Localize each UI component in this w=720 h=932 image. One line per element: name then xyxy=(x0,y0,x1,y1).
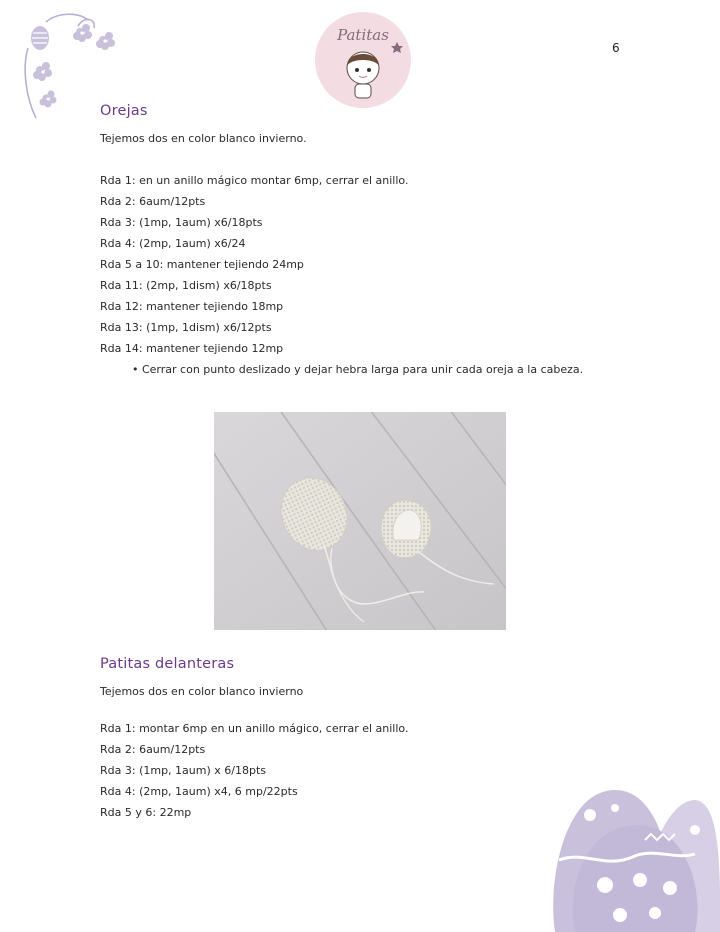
round-line: Rda 14: mantener tejiendo 12mp xyxy=(100,342,284,355)
round-line: Rda 4: (2mp, 1aum) x4, 6 mp/22pts xyxy=(100,785,298,798)
section-title-patitas-delanteras: Patitas delanteras xyxy=(100,656,235,672)
easter-eggs-decoration xyxy=(545,770,720,932)
round-line: Rda 12: mantener tejiendo 18mp xyxy=(100,300,284,313)
page-number: 6 xyxy=(612,41,620,55)
round-line: Rda 3: (1mp, 1aum) x6/18pts xyxy=(100,216,263,229)
round-line: Rda 13: (1mp, 1dism) x6/12pts xyxy=(100,321,272,334)
round-line: Rda 2: 6aum/12pts xyxy=(100,195,206,208)
round-line: Rda 5 y 6: 22mp xyxy=(100,806,192,819)
round-line: Rda 4: (2mp, 1aum) x6/24 xyxy=(100,237,246,250)
round-line: Rda 1: en un anillo mágico montar 6mp, cerrar el anillo. xyxy=(100,174,409,187)
section-title-orejas: Orejas xyxy=(100,103,148,119)
crochet-ears-photo xyxy=(214,412,506,630)
round-line: Rda 1: montar 6mp en un anillo mágico, cerrar el anillo. xyxy=(100,722,409,735)
patitas-logo xyxy=(313,10,413,110)
round-line: Rda 2: 6aum/12pts xyxy=(100,743,206,756)
section-intro: Tejemos dos en color blanco invierno xyxy=(100,685,304,698)
logo-text: Patitas xyxy=(337,26,389,44)
round-line: Rda 3: (1mp, 1aum) x 6/18pts xyxy=(100,764,266,777)
section-intro: Tejemos dos en color blanco invierno. xyxy=(100,132,307,145)
instruction-bullet: • Cerrar con punto deslizado y dejar hebra larga para unir cada oreja a la cabeza. xyxy=(132,363,584,376)
round-line: Rda 11: (2mp, 1dism) x6/18pts xyxy=(100,279,272,292)
round-line: Rda 5 a 10: mantener tejiendo 24mp xyxy=(100,258,304,271)
